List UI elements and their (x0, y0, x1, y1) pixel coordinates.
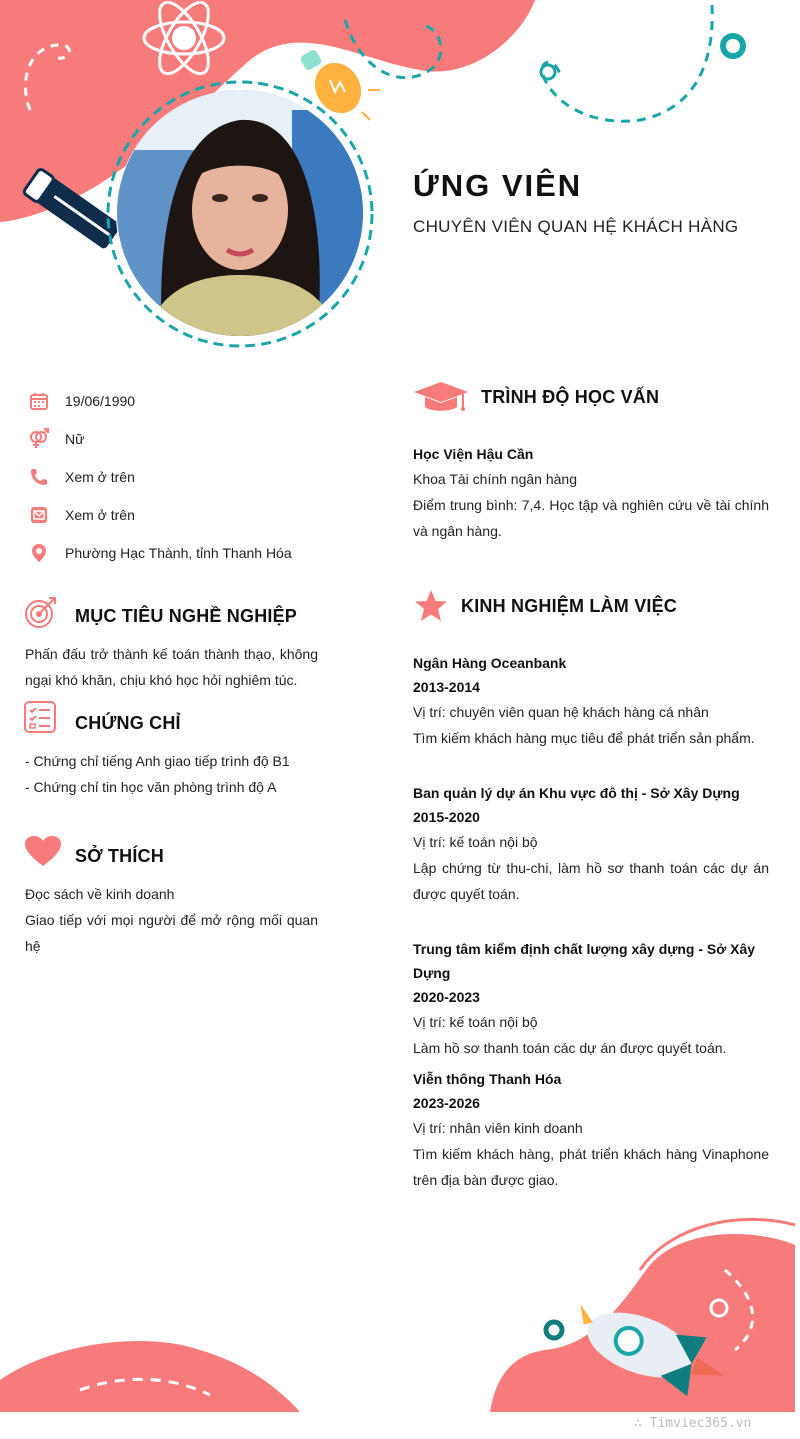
experience-description: Tìm kiếm khách hàng, phát triển khách hàng Vinaphone trên địa bàn được giao. (413, 1146, 769, 1188)
experience-company: Viễn thông Thanh Hóa (413, 1071, 562, 1087)
experience-period: 2013-2014 (413, 679, 480, 695)
experience-title: KINH NGHIỆM LÀM VIỆC (461, 596, 678, 616)
experience-description: Làm hồ sơ thanh toán các dự án được quyết toán. (413, 1040, 727, 1056)
contact-text: Nữ (65, 431, 85, 447)
experience-company: Ngân Hàng Oceanbank (413, 655, 567, 671)
candidate-name: ỨNG VIÊN (413, 168, 583, 203)
education-entry (413, 442, 769, 544)
certificates-list (25, 748, 345, 800)
hobbies-list (25, 881, 318, 959)
objective-text: Phấn đấu trở thành kế toán thành thạo, không ngại khó khăn, chịu khó học hỏi nghiêm túc. (25, 646, 318, 688)
hobby-item: Đọc sách về kinh doanh (25, 886, 175, 902)
experience-entry (413, 937, 769, 1061)
experience-period: 2023-2026 (413, 1095, 480, 1111)
contact-address (28, 534, 358, 572)
heart-icon (24, 835, 62, 872)
experience-period: 2020-2023 (413, 989, 480, 1005)
contact-birthday (28, 382, 358, 420)
experience-position: Vị trí: kế toán nội bộ (413, 1014, 538, 1030)
contact-gender (28, 420, 358, 458)
target-icon (24, 595, 58, 634)
experience-period: 2015-2020 (413, 809, 480, 825)
contact-text: Xem ở trên (65, 469, 135, 485)
experience-company: Ban quản lý dự án Khu vực đô thị - Sở Xây Dựng (413, 785, 740, 801)
contact-phone (28, 458, 358, 496)
graduation-cap-icon (413, 380, 469, 419)
watermark: ∴ Timviec365.vn (634, 1416, 752, 1431)
experience-position: Vị trí: kế toán nội bộ (413, 834, 538, 850)
candidate-role: CHUYÊN VIÊN QUAN HỆ KHÁCH HÀNG (413, 217, 739, 236)
experience-entry (413, 781, 769, 907)
star-icon (413, 589, 449, 628)
education-major: Khoa Tài chính ngân hàng (413, 471, 577, 487)
experience-position: Vị trí: chuyên viên quan hệ khách hàng cá nhân (413, 704, 709, 720)
hobby-item: Giao tiếp với mọi người để mở rộng mối quan hệ (25, 912, 318, 954)
experience-company: Trung tâm kiểm định chất lượng xây dựng - Sở Xây Dựng (413, 941, 756, 981)
experience-position: Vị trí: nhân viên kinh doanh (413, 1120, 583, 1136)
phone-icon (28, 466, 50, 488)
hobbies-title: SỞ THÍCH (75, 846, 164, 866)
contact-text: 19/06/1990 (65, 393, 136, 409)
contact-list (28, 382, 358, 572)
certificate-item: - Chứng chỉ tin học văn phòng trình độ A (25, 779, 277, 795)
lightbulb-icon (299, 49, 380, 122)
education-detail: Điểm trung bình: 7,4. Học tập và nghiên cứu về tài chính và ngân hàng. (413, 497, 769, 539)
contact-email (28, 496, 358, 534)
email-icon (28, 504, 50, 526)
contact-text: Phường Hạc Thành, tỉnh Thanh Hóa (65, 545, 292, 561)
objective-title: MỤC TIÊU NGHỀ NGHIỆP (75, 606, 298, 626)
certificate-item: - Chứng chỉ tiếng Anh giao tiếp trình độ B1 (25, 753, 290, 769)
location-pin-icon (28, 542, 50, 564)
education-title: TRÌNH ĐỘ HỌC VẤN (481, 387, 660, 407)
certificates-title: CHỨNG CHỈ (75, 713, 181, 733)
experience-description: Lập chứng từ thu-chi, làm hồ sơ thanh toán các dự án được quyết toán. (413, 860, 769, 902)
experience-description: Tìm kiếm khách hàng mục tiêu để phát triển sản phẩm. (413, 730, 755, 746)
education-school: Học Viện Hậu Cần (413, 446, 534, 462)
experience-entry (413, 651, 769, 751)
contact-text: Xem ở trên (65, 507, 135, 523)
gender-icon (28, 428, 50, 450)
experience-entry (413, 1067, 769, 1193)
profile-photo (117, 90, 363, 336)
calendar-icon (28, 390, 50, 412)
checklist-icon (24, 701, 56, 738)
